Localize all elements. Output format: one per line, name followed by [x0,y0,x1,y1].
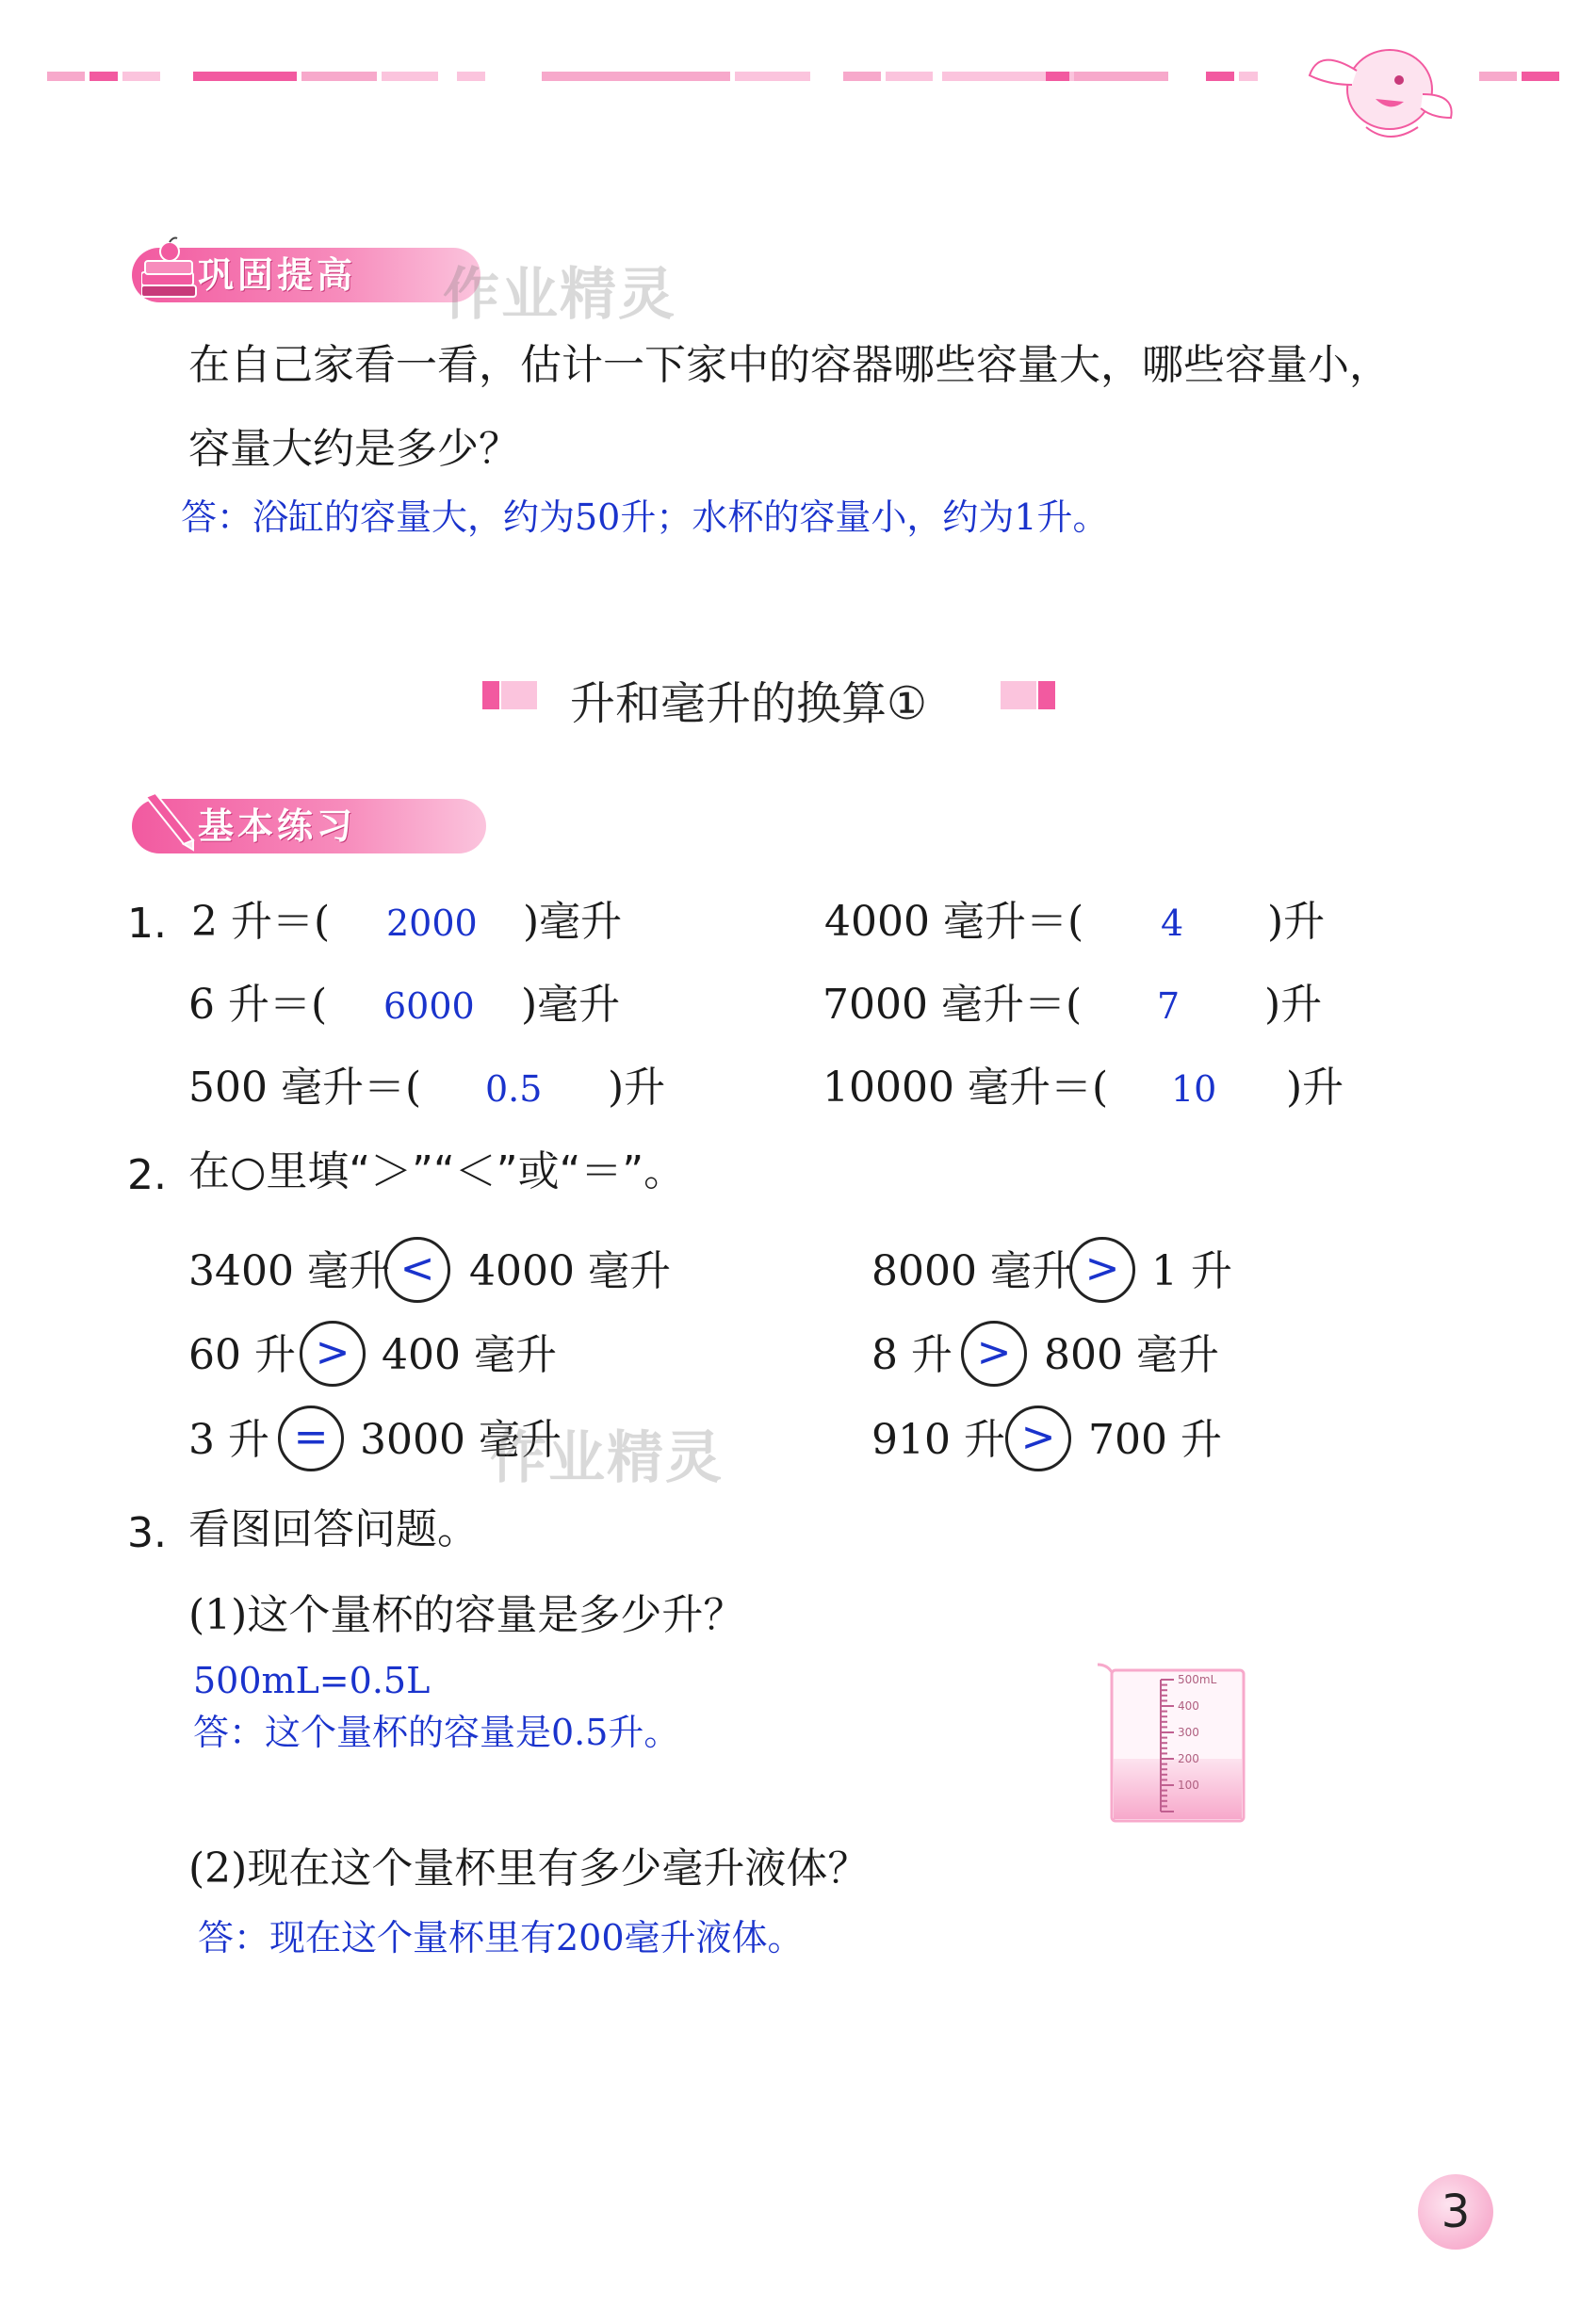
compare-left-6: 910 升 [871,1416,1005,1464]
conversion-suffix-1: )毫升 [523,898,623,946]
conversion-answer-5: 0.5 [485,1068,543,1110]
section-tab-basic-practice [132,799,486,853]
cup-label: 300 [1178,1726,1199,1739]
watermark: 作业精灵 [443,262,676,328]
conversion-answer-1: 2000 [386,902,478,944]
item-prefix: 2 升＝( [191,898,331,946]
conversion-item-2: 4000 毫升＝( [824,898,1084,946]
lesson-title: 升和毫升的换算① [570,677,928,730]
cup-label: 200 [1178,1752,1199,1765]
subquestion-2: (2)现在这个量杯里有多少毫升液体？ [188,1845,870,1893]
compare-right-1: 4000 毫升 [469,1247,671,1295]
conversion-answer-2: 4 [1161,902,1184,944]
conversion-answer-6: 10 [1171,1068,1217,1110]
question-number-1: 1. [127,900,167,948]
compare-circle-3: > [300,1321,366,1387]
answer-text: 答：浴缸的容量大，约为50升；水杯的容量小，约为1升。 [181,496,1109,538]
work-text: 500mL=0.5L [193,1660,431,1701]
conversion-item-3: 6 升＝( [188,981,328,1029]
conversion-answer-3: 6000 [383,985,475,1027]
conversion-suffix-4: )升 [1264,981,1323,1029]
question-prompt-3: 看图回答问题。 [188,1505,479,1553]
question-prompt-2: 在○里填“＞”“＜”或“＝”。 [188,1147,686,1195]
subquestion-1: (1)这个量杯的容量是多少升？ [188,1591,745,1639]
books-apple-icon [141,235,198,301]
compare-circle-2: > [1069,1237,1135,1303]
conversion-suffix-5: )升 [608,1064,666,1112]
answer-text: 答：这个量杯的容量是0.5升。 [193,1712,680,1753]
question-text-line2: 容量大约是多少？ [188,425,520,473]
answer-text: 答：现在这个量杯里有200毫升液体。 [198,1917,804,1958]
measuring-cup-icon [1093,1663,1258,1828]
conversion-item-4: 7000 毫升＝( [822,981,1083,1029]
cup-label: 500mL [1178,1673,1217,1686]
tab-label: 巩固提高 [198,254,357,296]
compare-left-4: 8 升 [871,1331,953,1379]
compare-circle-5: = [278,1406,344,1471]
conversion-suffix-6: )升 [1286,1064,1344,1112]
conversion-suffix-3: )毫升 [521,981,621,1029]
question-number-2: 2. [127,1151,167,1199]
cup-label: 400 [1178,1699,1199,1713]
title-decoration-left [482,681,499,709]
tab-label: 基本练习 [198,805,357,847]
question-number-3: 3. [127,1509,167,1557]
watermark: 作业精灵 [490,1425,724,1491]
compare-right-4: 800 毫升 [1044,1331,1219,1379]
page-number: 3 [1418,2174,1493,2250]
conversion-item-5: 500 毫升＝( [188,1064,422,1112]
compare-left-1: 3400 毫升 [188,1247,390,1295]
conversion-item-6: 10000 毫升＝( [822,1064,1109,1112]
question-text-line1: 在自己家看一看，估计一下家中的容器哪些容量大，哪些容量小， [188,341,1391,389]
title-decoration-right [1038,681,1055,709]
compare-right-3: 400 毫升 [382,1331,557,1379]
section-tab-consolidation [132,248,480,302]
compare-circle-6: > [1005,1406,1071,1471]
title-decoration-left-light [501,681,537,709]
title-decoration-right-light [1001,681,1036,709]
bird-decoration-icon [1300,28,1460,151]
compare-circle-4: > [961,1321,1027,1387]
conversion-answer-4: 7 [1157,985,1181,1027]
compare-left-5: 3 升 [188,1416,269,1464]
compare-left-3: 60 升 [188,1331,296,1379]
cup-label: 100 [1178,1779,1199,1792]
compare-right-5: 3000 毫升 [360,1416,562,1464]
compare-right-2: 1 升 [1151,1247,1232,1295]
conversion-item-1 [191,898,331,946]
compare-right-6: 700 升 [1088,1416,1222,1464]
conversion-suffix-2: )升 [1267,898,1326,946]
compare-circle-1: < [384,1237,450,1303]
compare-left-2: 8000 毫升 [871,1247,1073,1295]
pencil-icon [141,786,198,852]
